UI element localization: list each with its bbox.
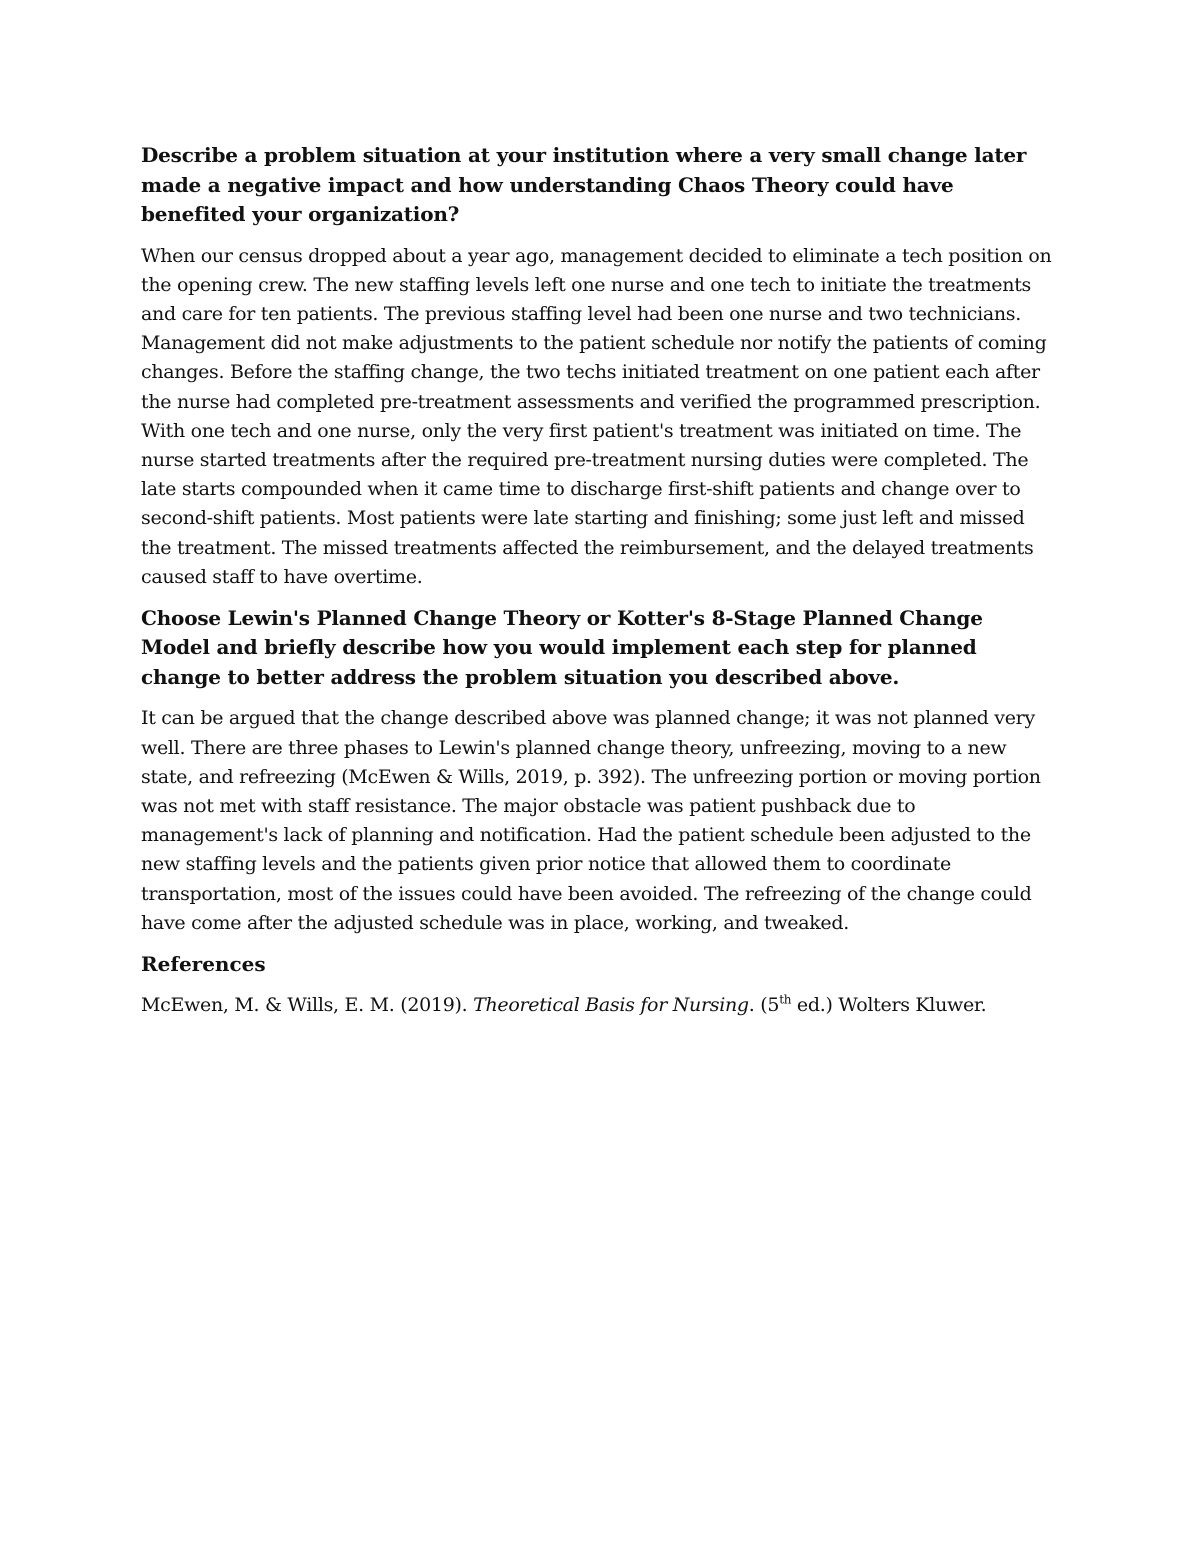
reference-title: Theoretical Basis for Nursing [473,994,749,1017]
reference-edition-prefix: (5 [760,994,780,1017]
references-heading: References [141,952,266,977]
answer-paragraph-2: It can be argued that the change described above was planned change; it was not planned very well. There are three phases to Lewin's planned change theory, unfreezing, moving to a new state, and refreezing (McEwen & Wills, 2019, p. 392). The unfreezing portion or moving portion was not met with staff resistance. The major obstacle was patient pushback due to management's lack of planning and notification. Had the patient schedule been adjusted to the new staffing levels and the patients given prior notice that allowed them to coordinate transportation, most of the issues could have been avoided. The refreezing of the change could have come after the adjusted schedule was in place, working, and tweaked. [141,707,1041,934]
document-page [141,141,1056,1020]
reference-edition-superscript: th [779,992,792,1007]
reference-authors: McEwen, M. & Wills, E. M. (2019). [141,994,468,1017]
reference-edition-suffix: ed.) Wolters Kluwer. [796,994,987,1017]
question-heading-2: Choose Lewin's Planned Change Theory or Kotter's 8-Stage Planned Change Model and briefly describe how you would implement each step for planned change to better address the problem situation you described above. [141,605,983,689]
question-heading-1: Describe a problem situation at your institution where a very small change later made a negative impact and how understanding Chaos Theory could have benefited your organization? [141,143,1027,226]
reference-entry [141,991,1056,1020]
reference-title-period: . [748,994,755,1017]
answer-paragraph-1: When our census dropped about a year ago, management decided to eliminate a tech position on the opening crew. The new staffing levels left one nurse and one tech to initiate the treatments and care for ten patients. The previous staffing level had been one nurse and two technicians. Management did not make adjustments to the patient schedule nor notify the patients of coming changes. Before the staffing change, the two techs initiated treatment on one patient each after the nurse had completed pre-treatment assessments and verified the programmed prescription. With one tech and one nurse, only the very first patient's treatment was initiated on time. The nurse started treatments after the required pre-treatment nursing duties were completed. The late starts compounded when it came time to discharge first-shift patients and change over to second-shift patients. Most patients were late starting and finishing; some just left and missed the treatment. The missed treatments affected the reimbursement, and the delayed treatments caused staff to have overtime. [141,244,1052,588]
